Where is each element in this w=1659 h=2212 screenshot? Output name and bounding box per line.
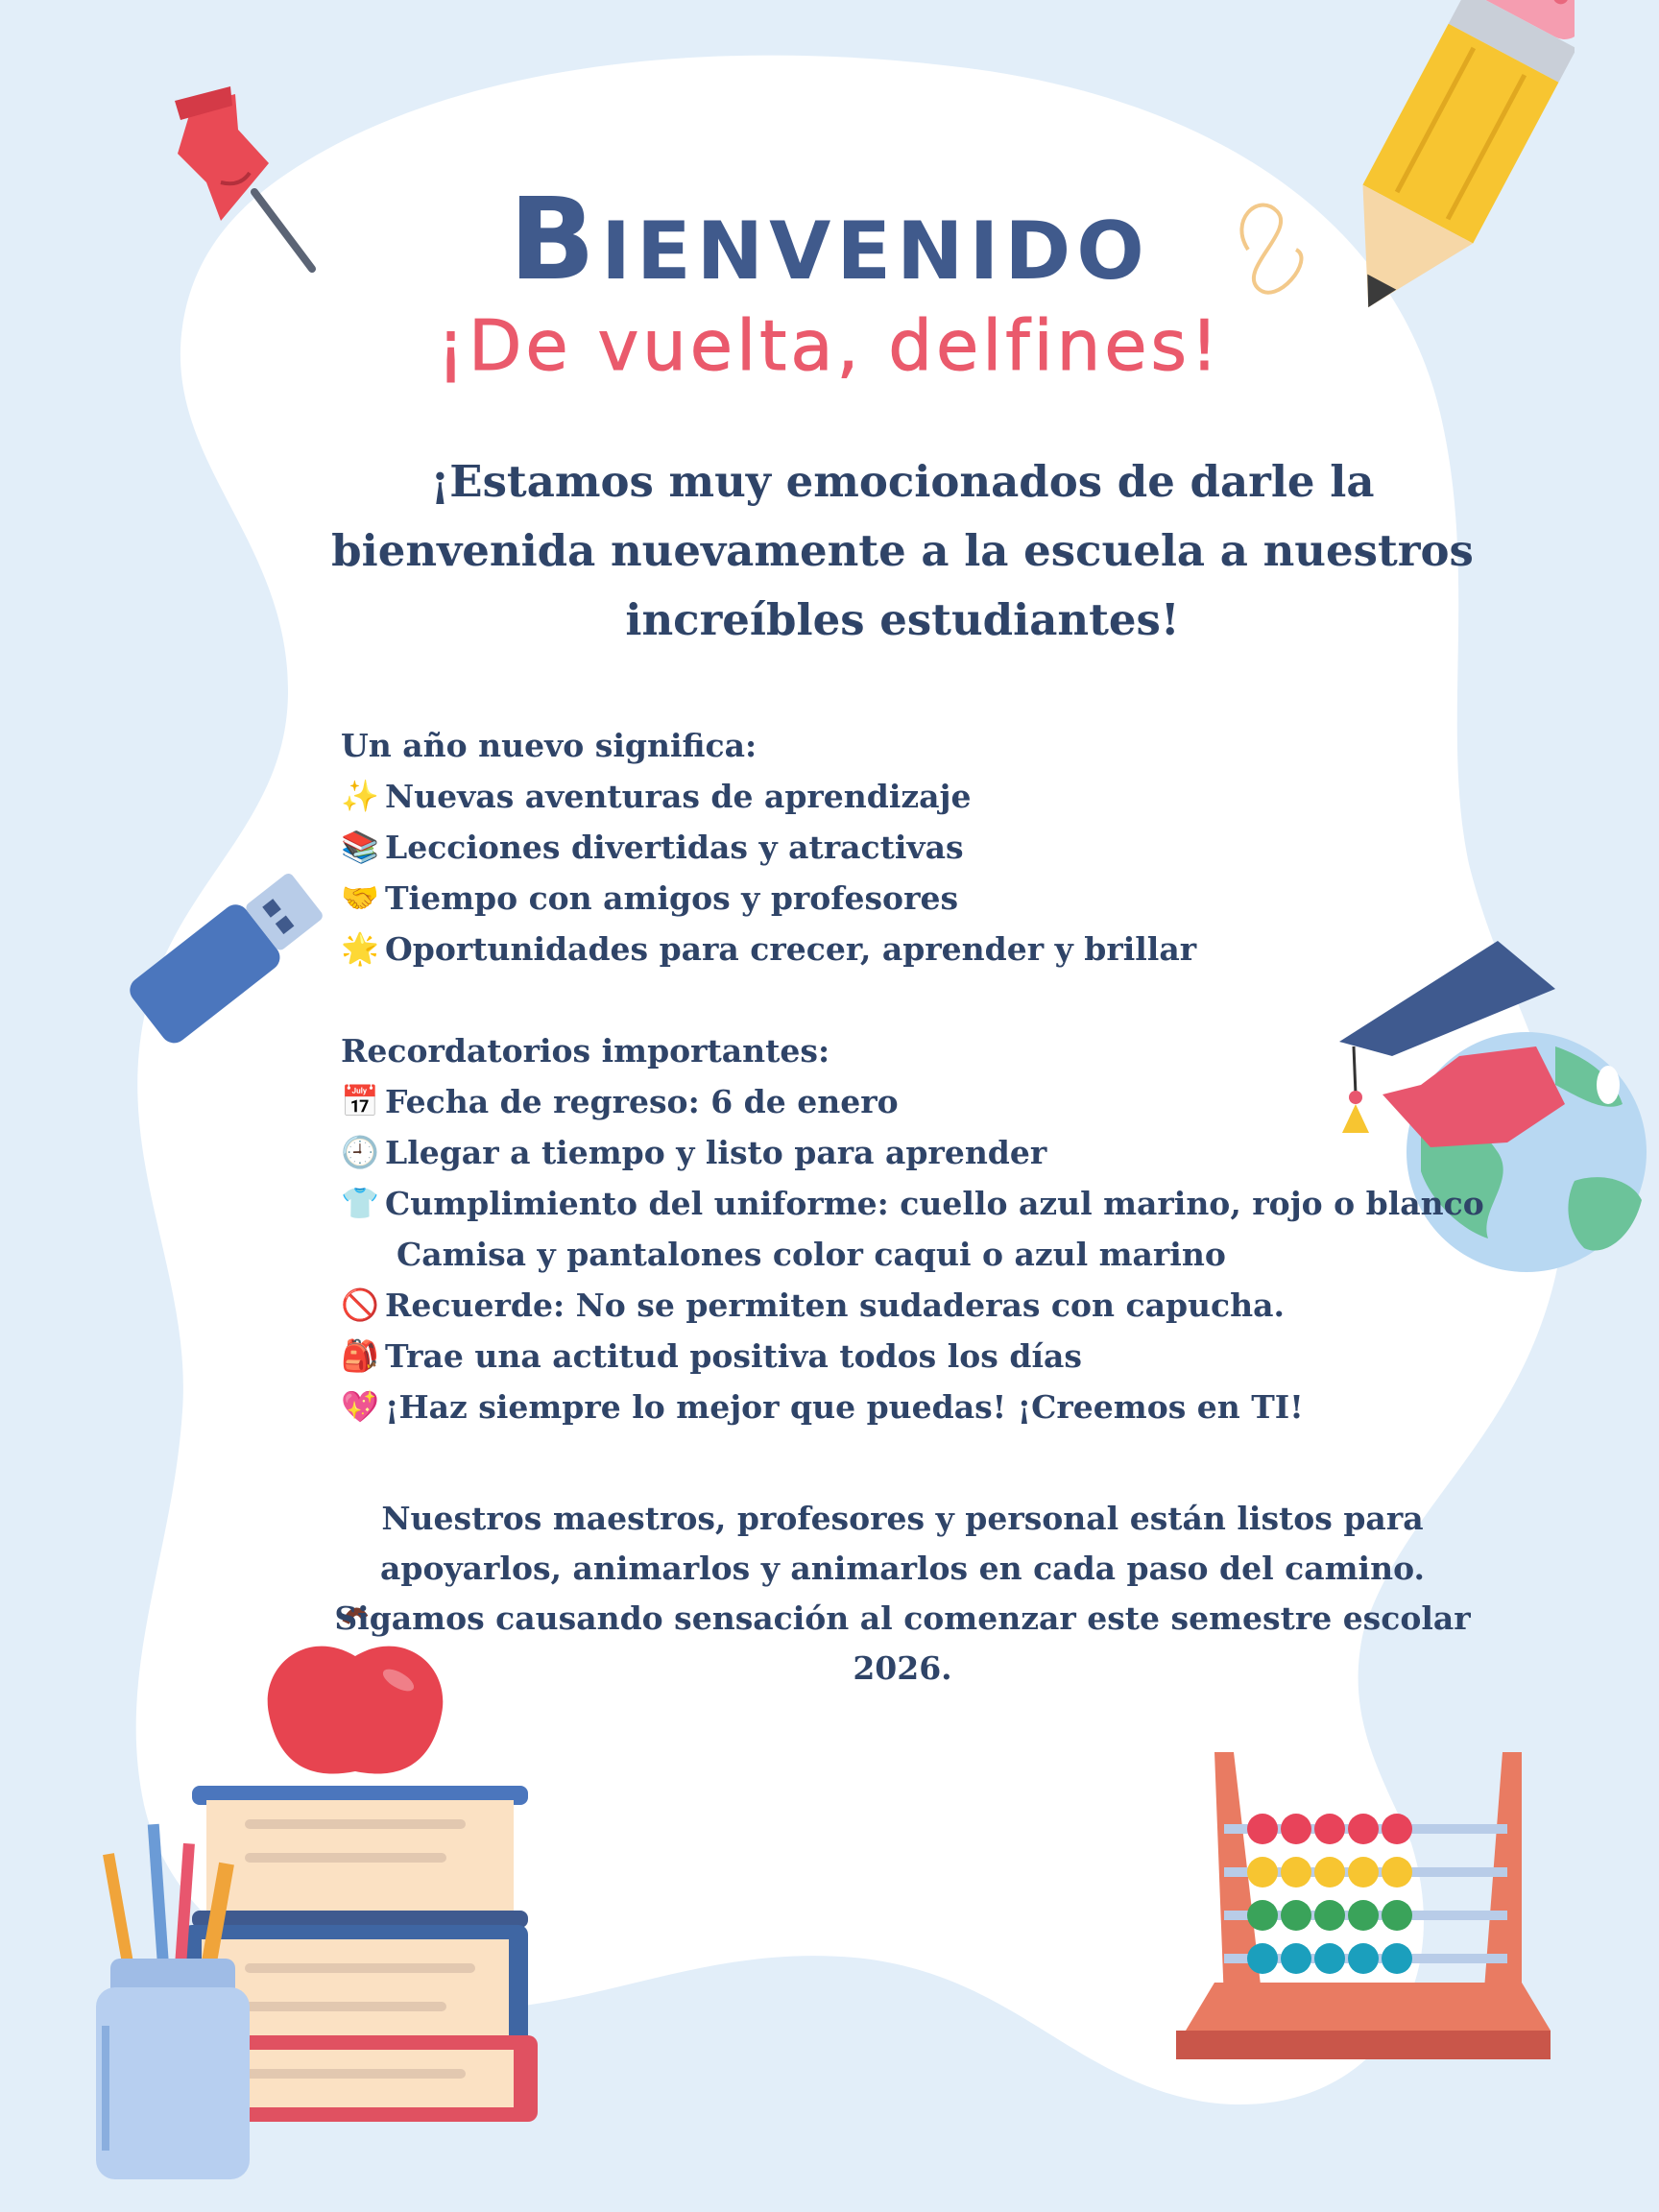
reminders-heading: Recordatorios importantes: <box>341 1032 830 1070</box>
list-item <box>341 924 1474 974</box>
list-item <box>341 1382 1474 1432</box>
list-item <box>341 771 1474 822</box>
page-title: Bienvenido <box>509 173 1150 305</box>
list-item-text: Recuerde: No se permiten sudaderas con capucha. <box>385 1286 1286 1324</box>
list-item <box>341 1076 1474 1127</box>
list-item-text: Tiempo con amigos y profesores <box>385 879 959 917</box>
list-item <box>341 873 1474 924</box>
books-icon: 📚 <box>341 829 379 865</box>
list-item-text: Fecha de regreso: 6 de enero <box>385 1083 899 1120</box>
reminders-section <box>341 1025 1484 1432</box>
new-year-heading: Un año nuevo significa: <box>341 727 757 764</box>
list-item <box>341 1280 1474 1331</box>
intro-text: ¡Estamos muy emocionados de darle la bienvenida nuevamente a la escuela a nuestros increíbles estudiantes! <box>331 456 1474 645</box>
calendar-icon: 📅 <box>341 1083 379 1119</box>
list-item <box>341 822 1474 873</box>
list-item <box>341 1331 1474 1382</box>
list-item-text: Oportunidades para crecer, aprender y brillar <box>385 930 1197 968</box>
glowing-star-icon: 🌟 <box>341 930 379 967</box>
list-item-text: Nuevas aventuras de aprendizaje <box>385 778 972 815</box>
pencil-jar-icon <box>86 1815 278 2199</box>
list-item <box>341 1127 1474 1178</box>
handshake-icon: 🤝 <box>341 879 379 916</box>
usb-drive-icon <box>106 845 336 1066</box>
prohibited-icon: 🚫 <box>341 1286 379 1323</box>
list-item-text: ¡Haz siempre lo mejor que puedas! ¡Creemos en TI! <box>385 1388 1304 1426</box>
clock-icon: 🕘 <box>341 1134 379 1170</box>
page-subtitle: ¡De vuelta, delfines! <box>437 305 1222 386</box>
list-item-text: Trae una actitud positiva todos los días <box>385 1337 1082 1375</box>
new-year-section <box>341 720 1474 974</box>
sparkles-icon: ✨ <box>341 778 379 814</box>
list-item <box>341 1178 1484 1229</box>
closing-text: Nuestros maestros, profesores y personal están listos para apoyarlos, animarlos y animarlos en cada paso del camino. Sigamos causando sensación al comenzar este semestre escolar 2026. <box>334 1500 1471 1687</box>
shirt-icon: 👕 <box>341 1185 379 1221</box>
list-item-text: Llegar a tiempo y listo para aprender <box>385 1134 1047 1171</box>
abacus-icon <box>1176 1743 1560 2088</box>
list-item-text: Cumplimiento del uniforme: cuello azul marino, rojo o blanco <box>385 1185 1484 1222</box>
list-item <box>341 1229 1474 1280</box>
backpack-icon: 🎒 <box>341 1337 379 1374</box>
sparkling-heart-icon: 💖 <box>341 1388 379 1425</box>
list-item-text: Lecciones divertidas y atractivas <box>385 829 964 866</box>
list-item-text: Camisa y pantalones color caqui o azul marino <box>397 1236 1226 1273</box>
